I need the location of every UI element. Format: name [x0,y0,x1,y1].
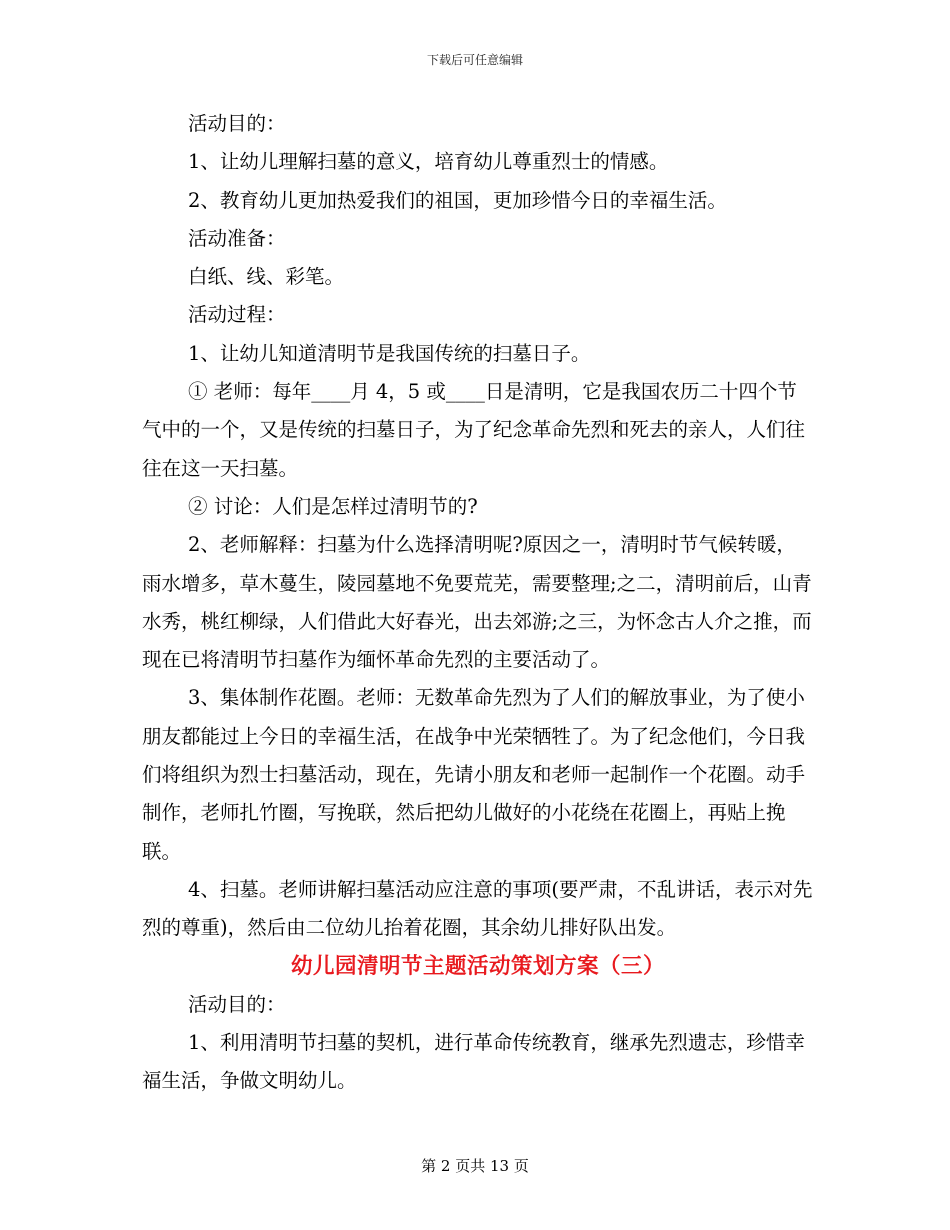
label-activity-prep: 活动准备： [188,226,286,250]
page-footer: 第 2 页共 13 页 [421,1157,529,1175]
label-activity-process: 活动过程： [188,303,286,327]
goal-item-2: 2、教育幼儿更加热爱我们的祖国，更加珍惜今日的幸福生活。 [188,188,727,212]
goal-item-1: 1、让幼儿理解扫墓的意义，培育幼儿尊重烈士的情感。 [188,150,669,174]
label-activity-goal: 活动目的： [188,112,286,135]
document-body [142,105,814,1101]
process-step-1: 1、让幼儿知道清明节是我国传统的扫墓日子。 [188,341,591,365]
process-step-4: 4、扫墓。老师讲解扫墓活动应注意的事项(要严肃，不乱讲话，表示对先烈的尊重)，然后由二位幼儿抬着花圈，其余幼儿排好队出发。 [142,877,813,940]
process-step-3: 3、集体制作花圈。老师：无数革命先烈为了人们的解放事业，为了使小朋友都能过上今日的幸福生活，在战争中光荣牺牲了。为了纪念他们，今日我们将组织为烈士扫墓活动，现在，先请小朋友和老师一起制作一个花圈。动手制作，老师扎竹圈，写挽联，然后把幼儿做好的小花绕在花圈上，再贴上挽联。 [142,686,806,863]
section3-goal-item-1: 1、利用清明节扫墓的契机，进行革命传统教育，继承先烈遗志，珍惜幸福生活，争做文明幼儿。 [142,1031,805,1093]
prep-materials: 白纸、线、彩笔。 [188,265,345,289]
section-title: 幼儿园清明节主题活动策划方案（三） [290,953,665,979]
label-activity-goal-2: 活动目的： [188,992,286,1016]
process-step-2: 2、老师解释：扫墓为什么选择清明呢?原因之一，清明时节气候转暖，雨水增多，草木蔓生，陵园墓地不免要荒芜，需要整理;之二，清明前后，山青水秀，桃红柳绿，人们借此大好春光，出去郊游;之三，为怀念古人介之推，而现在已将清明节扫墓作为缅怀革命先烈的主要活动了。 [142,533,812,672]
process-step-1-discussion: ② 讨论：人们是怎样过清明节的? [188,494,478,518]
page-header: 下载后可任意编辑 [426,53,523,67]
process-step-1-teacher: ① 老师：每年____月 4，5 或____日是清明，它是我国农历二十四个节气中的一个，又是传统的扫墓日子，为了纪念革命先烈和死去的亲人，人们往往在这一天扫墓。 [142,380,806,480]
